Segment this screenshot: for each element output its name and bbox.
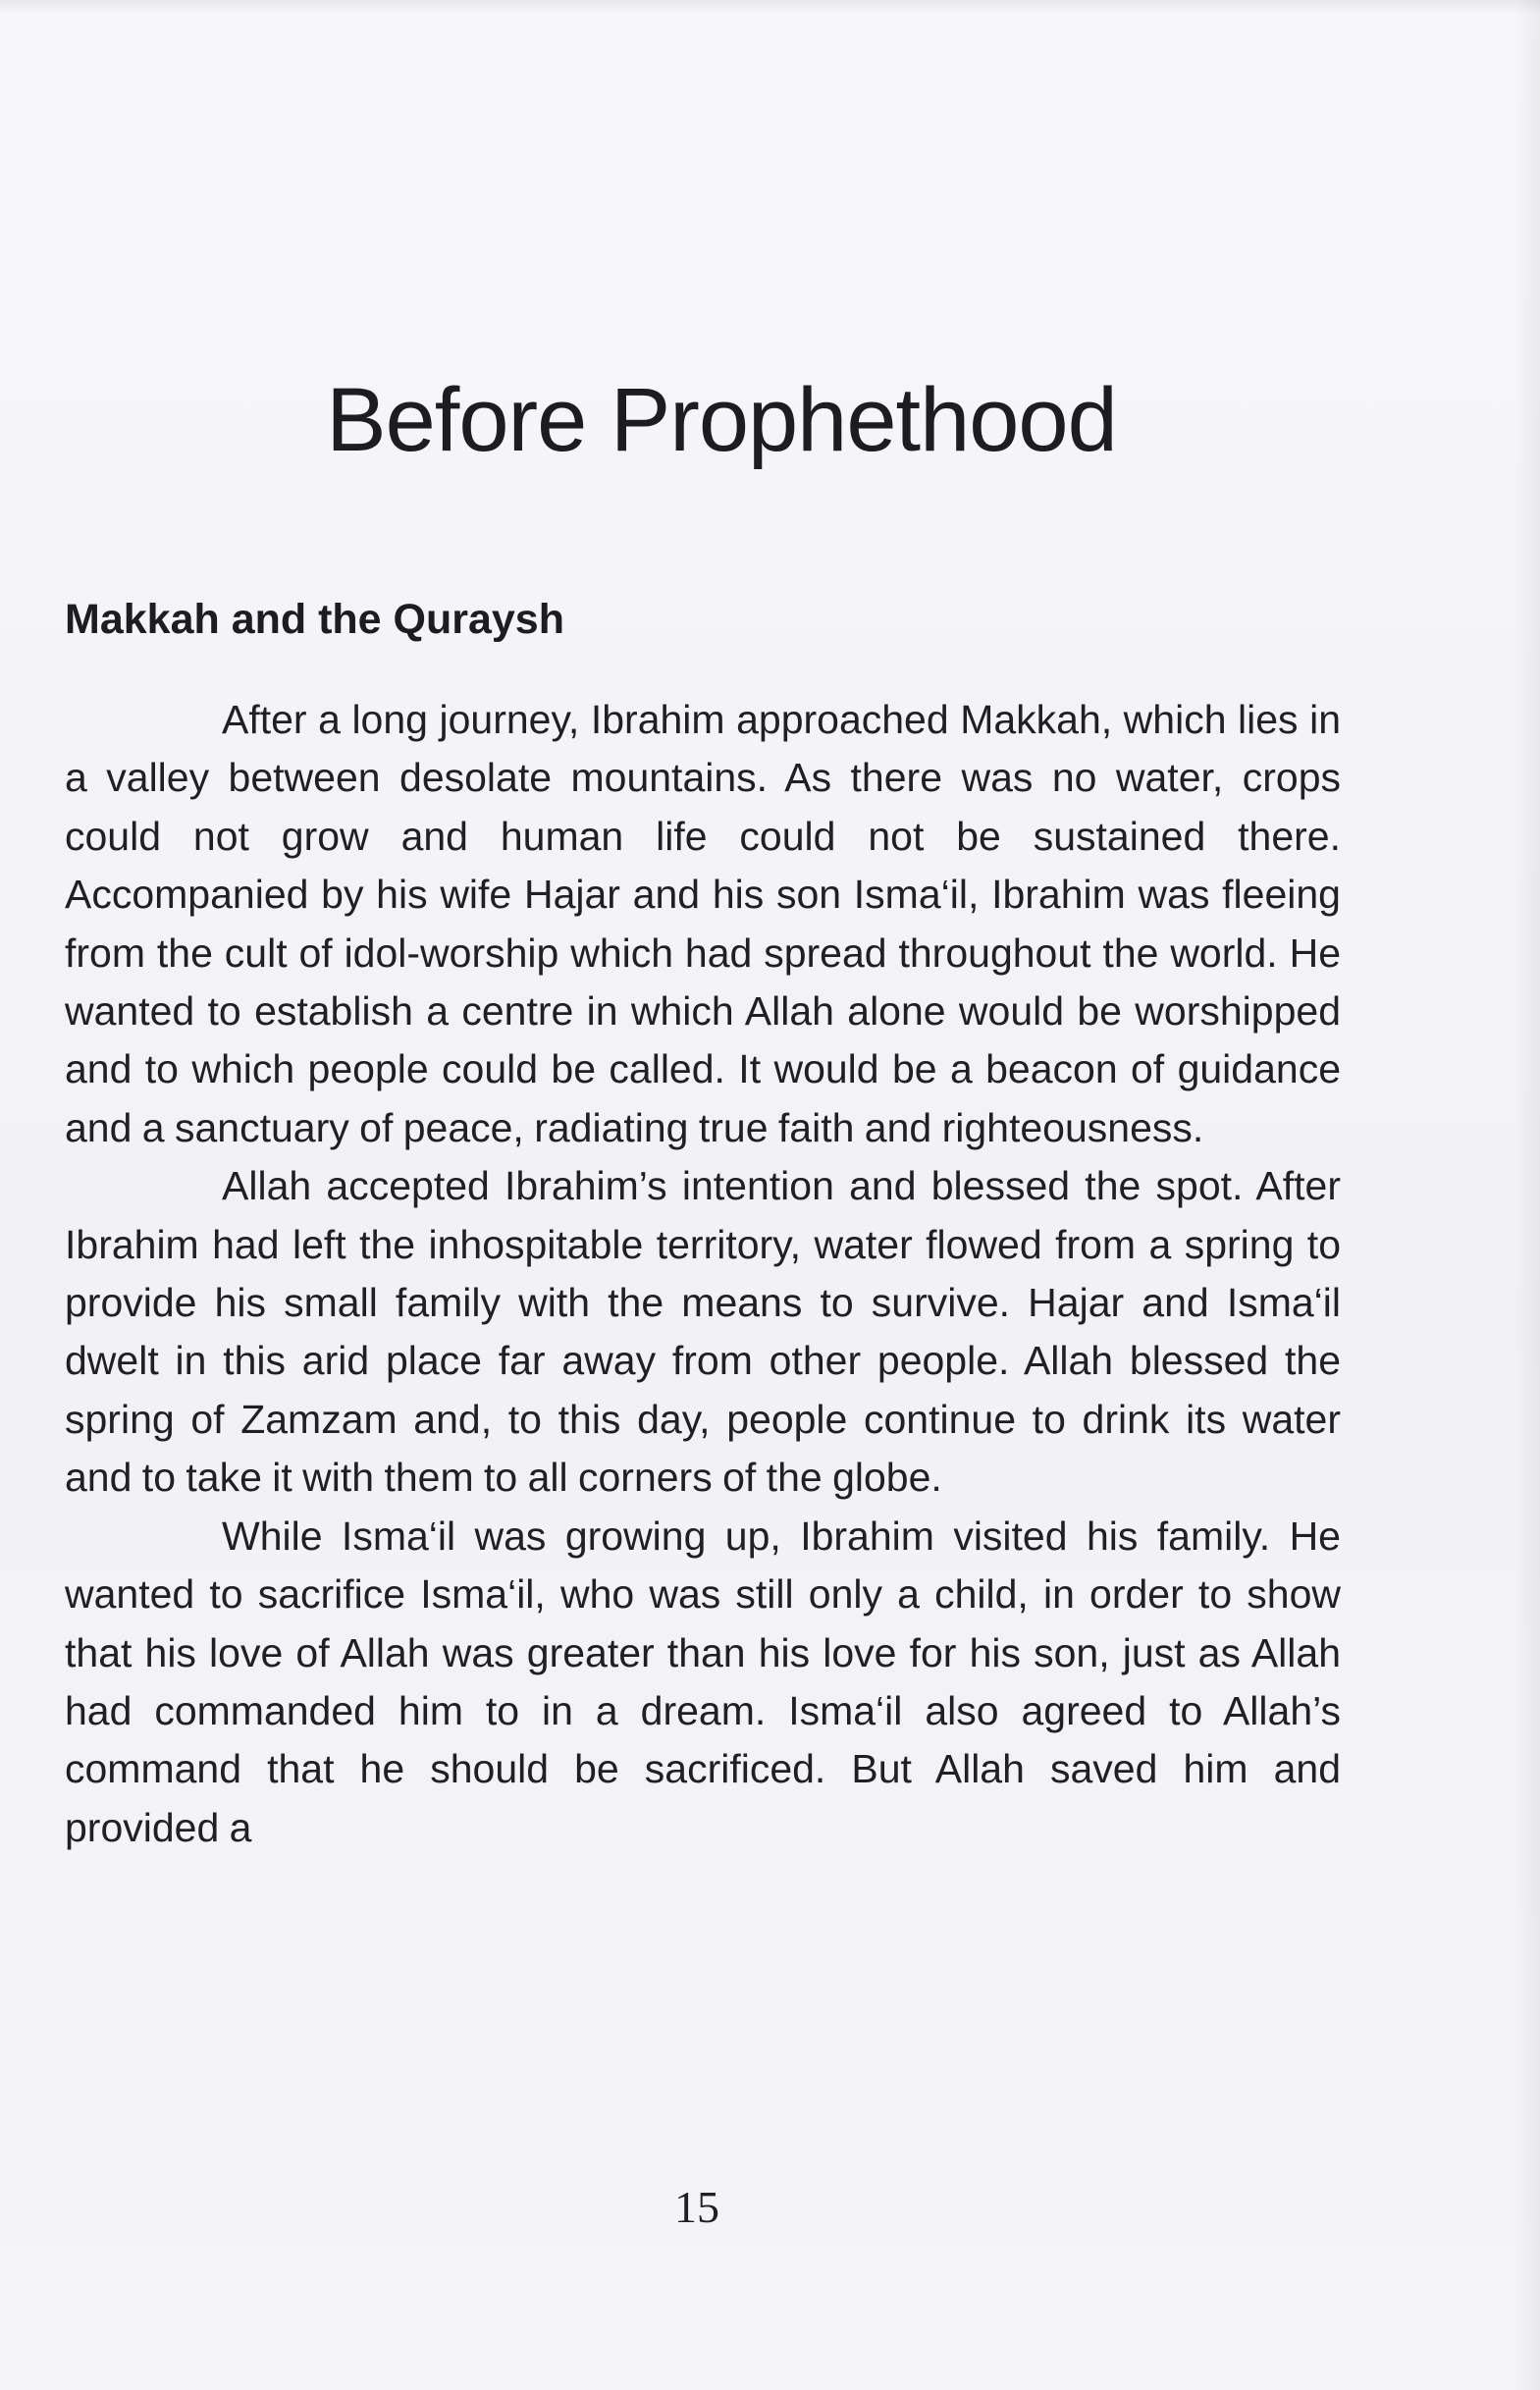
page-right-shadow (1514, 0, 1540, 2390)
paragraph-3: While Isma‘il was growing up, Ibrahim visited his family. He wanted to sacrifice Isma‘il, who was still only a child, in order to show that his love of Allah was greater than his love for his son, just as Allah had commanded him to in a dream. Isma‘il also agreed to Allah’s command that he should be sacrificed. But Allah saved him and provided a (65, 1513, 1341, 1850)
page-number: 15 (674, 2182, 719, 2232)
paragraph-1: After a long journey, Ibrahim approached Makkah, which lies in a valley between desolate mountains. As there was no water, crops could not grow and human life could not be sustained there. Accompanied by his wife Hajar and his son Isma‘il, Ibrahim was fleeing from the cult of idol-worship which had spread throughout the world. He wanted to establish a centre in which Allah alone would be worshipped and to which people could be called. It would be a beacon of guidance and a sanctuary of peace, radiating true faith and righteousness. (65, 697, 1341, 1150)
section-heading: Makkah and the Quraysh (65, 596, 564, 643)
page-top-shadow (0, 0, 1540, 14)
paragraph-2: Allah accepted Ibrahim’s intention and blessed the spot. After Ibrahim had left the inhospitable territory, water flowed from a spring to provide his small family with the means to survive. Hajar and Isma‘il dwelt in this arid place far away from other people. Allah blessed the spring of Zamzam and, to this day, people continue to drink its water and to take it with them to all corners of the globe. (65, 1163, 1341, 1501)
chapter-title: Before Prophethood (326, 370, 1117, 470)
body-text (65, 691, 1341, 1857)
